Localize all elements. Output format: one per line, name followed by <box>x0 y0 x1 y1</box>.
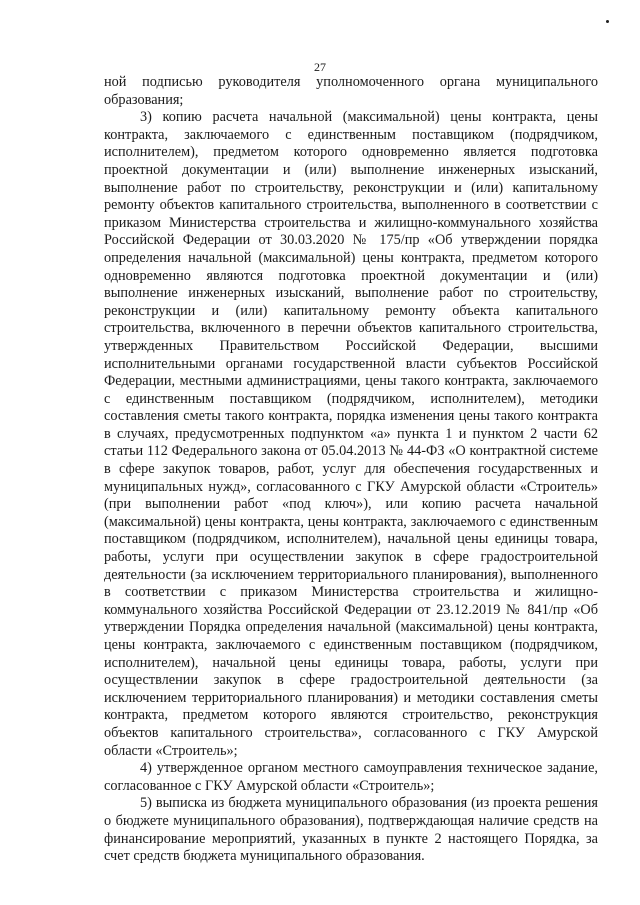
page-number: 27 <box>314 60 326 74</box>
paragraph-continuation: ной подписью руководителя уполномоченного органа муниципального образования; <box>104 74 598 108</box>
paragraph-item-4: 4) утвержденное органом местного самоуправления техническое задание, согласованное с ГКУ Амурской области «Строитель»; <box>104 760 598 794</box>
body-text <box>104 74 598 866</box>
scan-speck <box>606 20 609 23</box>
paragraph-item-3: 3) копию расчета начальной (максимальной) цены контракта, цены контракта, заключаемого с единственным поставщиком (подрядчиком, исполнителем), предметом которого одновременно является подготовка проектной документации и (или) выполнение инженерных изысканий, выполнение работ по строительству, реконструкции и (или) капитальному ремонту объектов капитального строительства, выполненного в соответствии с приказом Министерства строительства и жилищно-коммунального хозяйства Российской Федерации от 30.03.2020 № 175/пр «Об утверждении порядка определения начальной (максимальной) цены контракта, предметом которого одновременно являются подготовка проектной документации и (или) выполнение инженерных изысканий, выполнение работ по строительству, реконструкции и (или) капитальному ремонту объекта капитального строительства, включенного в перечни объектов капитального строительства, утвержденных Правительством Российской Федерации, высшими исполнительными органами государственной власти субъектов Российской Федерации, местными администрациями, цены такого контракта, заключаемого с единственным поставщиком (подрядчиком, исполнителем), методики составления сметы такого контракта, порядка изменения цены такого контракта в случаях, предусмотренных подпунктом «а» пункта 1 и пунктом 2 части 62 статьи 112 Федерального закона от 05.04.2013 № 44-ФЗ «О контрактной системе в сфере закупок товаров, работ, услуг для обеспечения государственных и муниципальных нужд», согласованного с ГКУ Амурской области «Строитель» (при выполнении работ «под ключ»), или копию расчета начальной (максимальной) цены контракта, цены контракта, заключаемого с единственным поставщиком (подрядчиком, исполнителем), начальной цены единицы товара, работы, услуги при осуществлении закупок в сфере градостроительной деятельности (за исключением территориального планирования), выполненного в соответствии с приказом Министерства строительства и жилищно-коммунального хозяйства Российской Федерации от 23.12.2019 № 841/пр «Об утверждении Порядка определения начальной (максимальной) цены контракта, цены контракта, заключаемого с единственным поставщиком (подрядчиком, исполнителем), начальной цены единицы товара, работы, услуги при осуществлении закупок в сфере градостроительной деятельности (за исключением территориального планирования) и методики составления сметы контракта, предметом которого являются строительство, реконструкция объектов капитального строительства», согласованного с ГКУ Амурской области «Строитель»; <box>104 109 598 759</box>
paragraph-item-5: 5) выписка из бюджета муниципального образования (из проекта решения о бюджете муниципального образования), подтверждающая наличие средств на финансирование мероприятий, указанных в пункте 2 настоящего Порядка, за счет средств бюджета муниципального образования. <box>104 795 598 865</box>
